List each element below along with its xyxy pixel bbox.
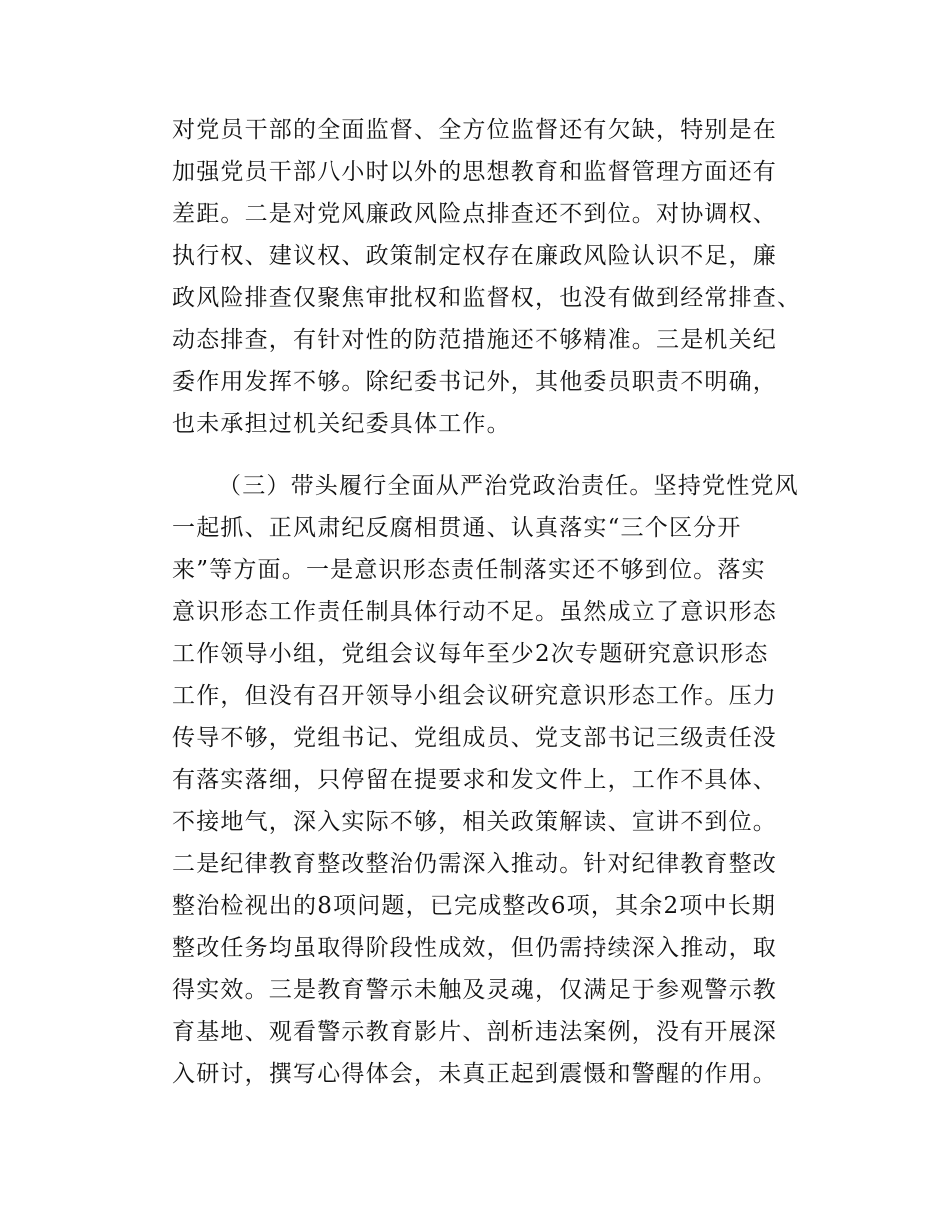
text-line: 有落实落细，只停留在提要求和发文件上，工作不具体、 — [172, 767, 777, 793]
text-line: 工作领导小组，党组会议每年至少2次专题研究意识形态 — [172, 641, 769, 667]
text-line: 加强党员干部八小时以外的思想教育和监督管理方面还有 — [172, 159, 777, 185]
text-line: 对党员干部的全面监督、全方位监督还有欠缺，特别是在 — [172, 117, 777, 143]
text-line: 整治检视出的8项问题，已完成整改6项，其余2项中长期 — [172, 893, 777, 919]
text-line: 入研讨，撰写心得体会，未真正起到震慑和警醒的作用。 — [172, 1061, 777, 1087]
text-line: 不接地气，深入实际不够，相关政策解读、宣讲不到位。 — [172, 809, 777, 835]
text-line: 二是纪律教育整改整治仍需深入推动。针对纪律教育整改 — [172, 851, 777, 877]
text-line: 政风险排查仅聚焦审批权和监督权，也没有做到经常排查、 — [172, 285, 802, 311]
text-line: 整改任务均虽取得阶段性成效，但仍需持续深入推动，取 — [172, 935, 777, 961]
text-line: 动态排查，有针对性的防范措施还不够精准。三是机关纪 — [172, 327, 777, 353]
text-line: 差距。二是对党风廉政风险点排查还不到位。对协调权、 — [172, 201, 777, 227]
text-line: 得实效。三是教育警示未触及灵魂，仅满足于参观警示教 — [172, 977, 777, 1003]
text-line: 也未承担过机关纪委具体工作。 — [172, 411, 511, 437]
text-line: 育基地、观看警示教育影片、剖析违法案例，没有开展深 — [172, 1019, 777, 1045]
text-line: 委作用发挥不够。除纪委书记外，其他委员职责不明确， — [172, 369, 777, 395]
text-line: 一起抓、正风肃纪反腐相贯通、认真落实“三个区分开 — [172, 515, 742, 541]
text-line: （三）带头履行全面从严治党政治责任。坚持党性党风 — [218, 473, 799, 499]
text-line: 执行权、建议权、政策制定权存在廉政风险认识不足，廉 — [172, 243, 777, 269]
text-line: 传导不够，党组书记、党组成员、党支部书记三级责任没 — [172, 725, 777, 751]
text-line: 工作，但没有召开领导小组会议研究意识形态工作。压力 — [172, 683, 777, 709]
text-line: 意识形态工作责任制具体行动不足。虽然成立了意识形态 — [172, 599, 777, 625]
text-line: 来”等方面。一是意识形态责任制落实还不够到位。落实 — [172, 557, 766, 583]
